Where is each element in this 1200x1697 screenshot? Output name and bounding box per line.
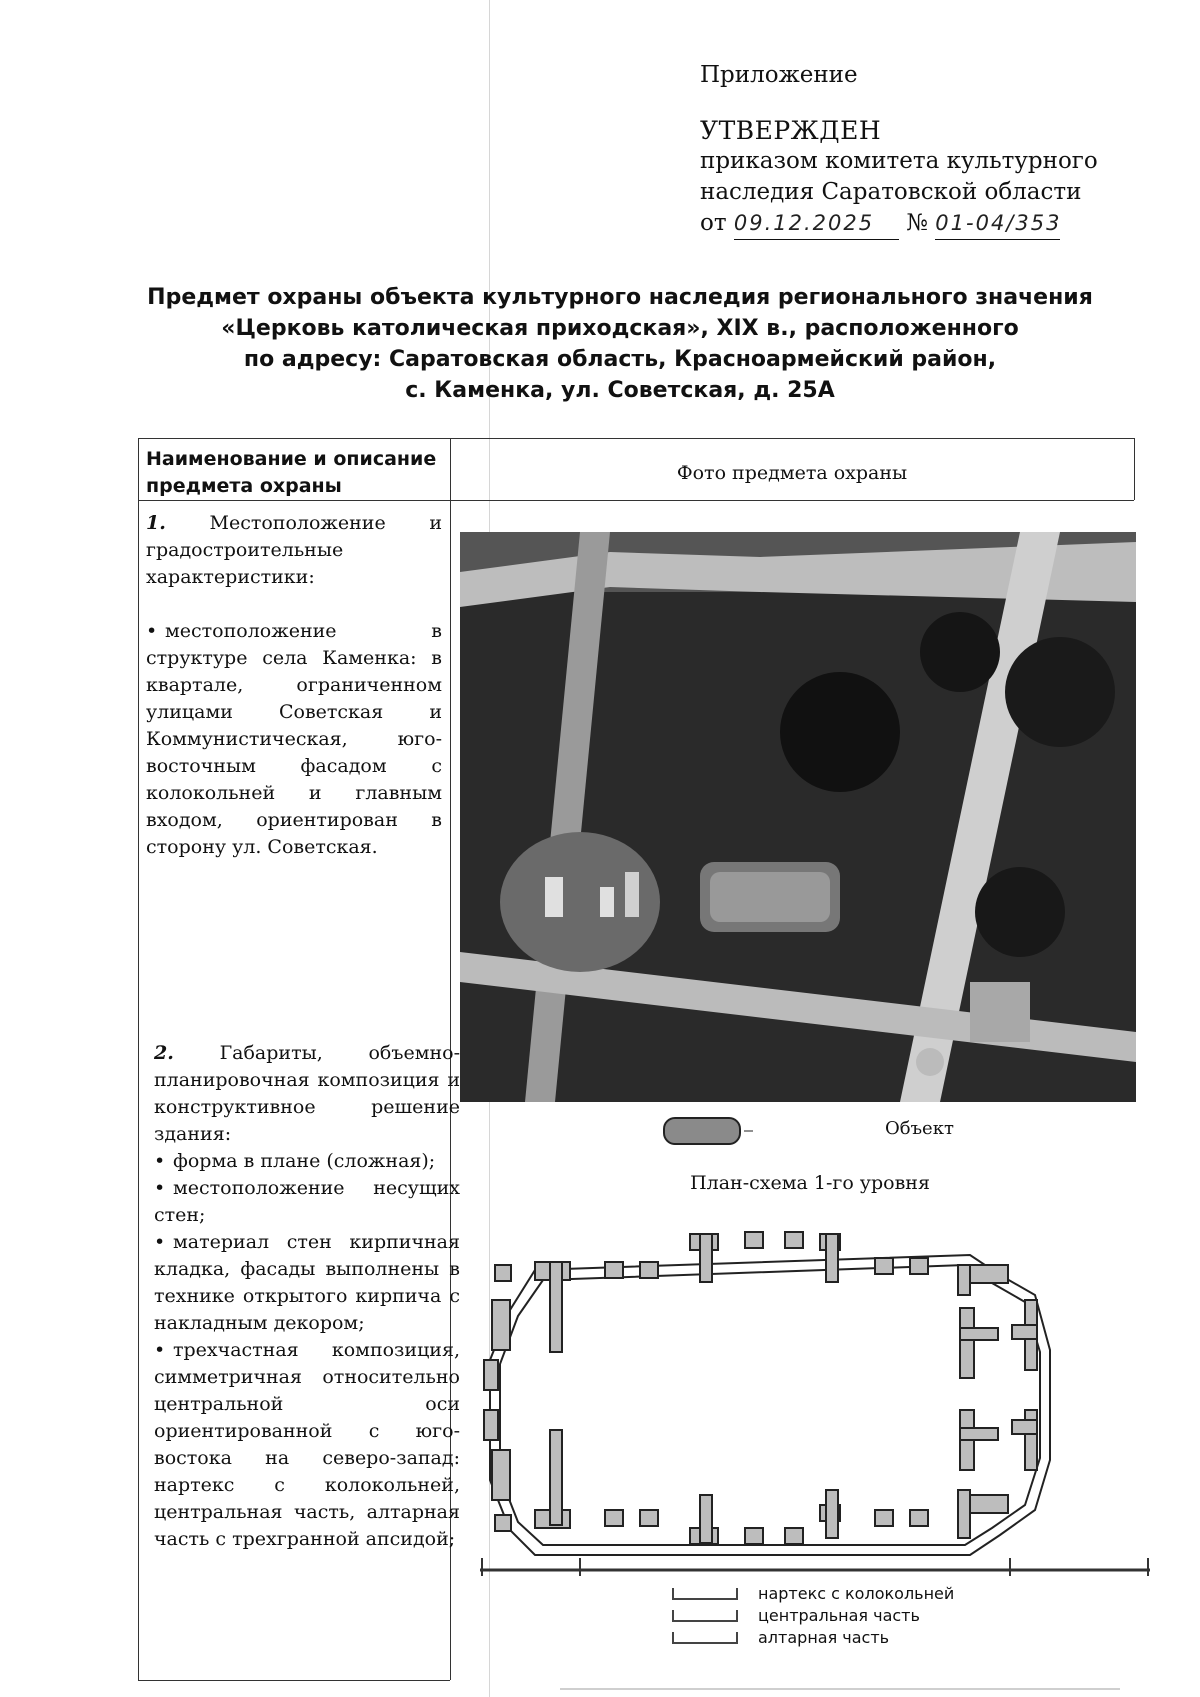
- section-2-number: 2.: [154, 1042, 174, 1064]
- table-right-border: [1134, 438, 1135, 500]
- appendix-label: Приложение: [700, 62, 858, 88]
- bullet-icon: •: [154, 1339, 166, 1361]
- table-header-divider: [138, 500, 1134, 501]
- legend-label-central: центральная часть: [758, 1606, 920, 1625]
- section-1: [146, 510, 442, 861]
- approved-label: УТВЕРЖДЕН: [700, 116, 882, 145]
- title-line-2: «Церковь католическая приходская», XIX в., расположенного: [221, 316, 1019, 341]
- section-2-bullet-4: трехчастная композиция, симметричная относительно центральной оси ориентированной с юго-востока на северо-запад: нартекс с колокольней, центральная часть, алтарная часть с трехгранной апсидой;: [154, 1339, 460, 1550]
- object-marker-icon: [660, 1114, 754, 1148]
- section-2-bullet-2: местоположение несущих стен;: [154, 1177, 460, 1226]
- approval-block: [700, 60, 1160, 240]
- section-2-bullet-3: материал стен кирпичная кладка, фасады выполнены в технике открытого кирпича с накладным декором;: [154, 1231, 460, 1334]
- bullet-icon: •: [146, 620, 158, 642]
- bracket-icon: [672, 1632, 738, 1644]
- legend-row-altar: [672, 1628, 1072, 1650]
- bracket-icon: [672, 1588, 738, 1600]
- from-prefix: от: [700, 210, 727, 236]
- plan-legend: [672, 1584, 1072, 1650]
- section-1-title: Местоположение и градостроительные характеристики:: [146, 512, 442, 588]
- section-2: [154, 1040, 460, 1553]
- floor-plan: [480, 1210, 1150, 1585]
- bullet-icon: •: [154, 1231, 166, 1253]
- bullet-icon: •: [154, 1177, 166, 1199]
- object-legend-label: Объект: [885, 1118, 954, 1139]
- scan-artifact: [560, 1688, 1120, 1690]
- title-line-1: Предмет охраны объекта культурного наследия регионального значения: [147, 285, 1093, 310]
- order-number: 01-04/353: [935, 208, 1060, 240]
- legend-label-altar: алтарная часть: [758, 1628, 890, 1647]
- approved-by-line-2: наследия Саратовской области: [700, 179, 1082, 205]
- table-left-border: [138, 438, 139, 1680]
- title-line-4: с. Каменка, ул. Советская, д. 25А: [405, 378, 835, 403]
- section-1-number: 1.: [146, 512, 166, 534]
- legend-label-narthex: нартекс с колокольней: [758, 1584, 955, 1603]
- bullet-icon: •: [154, 1150, 166, 1172]
- section-2-title: Габариты, объемно-планировочная композиция и конструктивное решение здания:: [154, 1042, 460, 1145]
- table-bottom-border: [138, 1680, 450, 1681]
- aerial-photo: [460, 532, 1136, 1102]
- plan-title: План-схема 1-го уровня: [690, 1172, 930, 1194]
- table-header-left: Наименование и описание предмета охраны: [146, 448, 437, 497]
- order-line: [700, 208, 1160, 240]
- approved-by-line-1: приказом комитета культурного: [700, 148, 1098, 174]
- document-title: [110, 282, 1130, 406]
- section-1-bullet: местоположение в структуре села Каменка: в квартале, ограниченном улицами Советская и Коммунистическая, юго-восточным фасадом с колокольней и главным входом, ориентирован в сторону ул. Советская.: [146, 620, 442, 858]
- object-legend: [660, 1110, 1130, 1150]
- section-2-bullet-1: форма в плане (сложная);: [173, 1150, 436, 1172]
- legend-row-narthex: [672, 1584, 1072, 1606]
- order-date: 09.12.2025: [734, 208, 899, 240]
- table-header-right: Фото предмета охраны: [676, 462, 908, 484]
- title-line-3: по адресу: Саратовская область, Красноармейский район,: [243, 347, 997, 372]
- bracket-icon: [672, 1610, 738, 1622]
- table-top-border: [138, 438, 1134, 439]
- number-prefix: №: [906, 210, 928, 236]
- legend-row-central: [672, 1606, 1072, 1628]
